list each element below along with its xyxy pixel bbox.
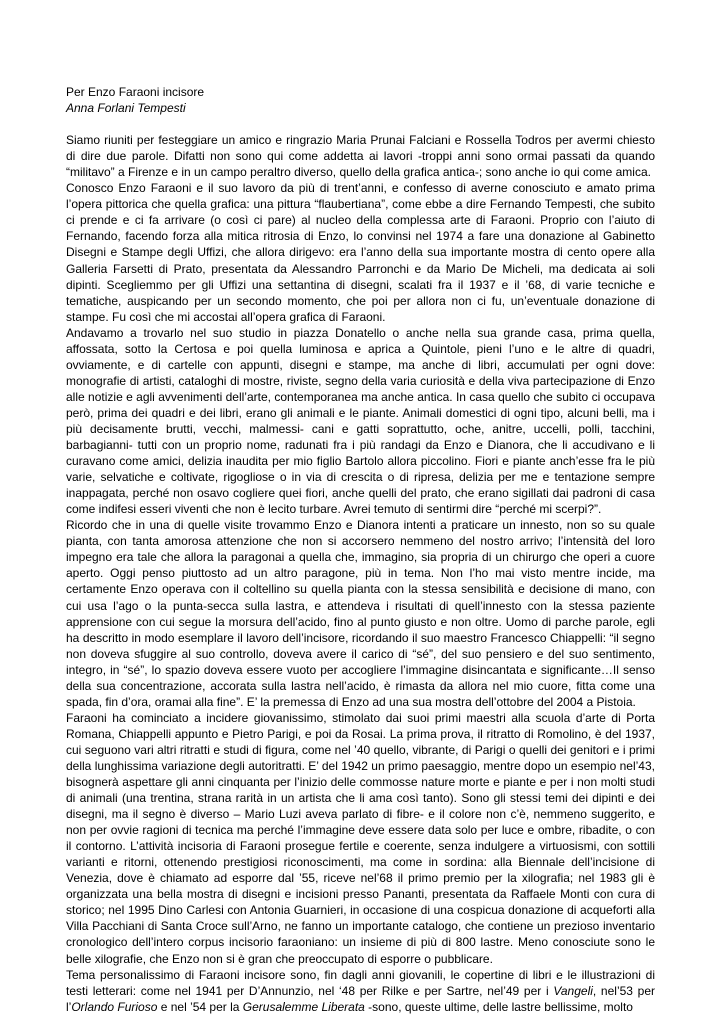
italic-title: Orlando Furioso bbox=[71, 999, 158, 1014]
document-body bbox=[66, 84, 655, 1015]
body-paragraph: Ricordo che in una di quelle visite trovammo Enzo e Dianora intenti a praticare un innesto, non so su quale pianta, con tanta amorosa attenzione che non si accorsero nemmeno del nostro arrivo; l’intensità del loro impegno era tale che allora la paragonai a quella che, immagino, sia propria di un chirurgo che operi a cuore aperto. Oggi penso piuttosto ad un altro paragone, più in tema. Non l’ho mai visto mentre incide, ma certamente Enzo operava con il coltellino su quella pianta con la stessa sensibilità e decisione di mano, con cui usa l’ago o la punta-secca sulla lastra, e attendeva i risultati di quell’innesto con la stessa paziente apprensione con cui segue la morsura dell’acido, fino al punto giusto e non oltre. Uomo di parche parole, egli ha descritto in modo esemplare il lavoro dell’incisore, ricordando il suo maestro Francesco Chiappelli: “il segno non doveva sfuggire al suo controllo, doveva avere il carico di “sé”, del suo pensiero e del suo sentimento, integro, in “sé”, lo spazio doveva essere vuoto per accogliere l’immagine disincantata e significante…Il senso della sua concentrazione, accorata sulla lastra nell’acido, è rimasta da allora nel mio cuore, fitta come una spada, fin d’ora, oramai alla fine”. E’ la premessa di Enzo ad una sua mostra dell’ottobre del 2004 a Pistoia. bbox=[66, 518, 655, 709]
body-paragraph: Andavamo a trovarlo nel suo studio in piazza Donatello o anche nella sua grande casa, prima quella, affossata, sotto la Certosa e poi quella luminosa e aprica a Quintole, pieni l’uno e le altre di quadri, ovviamente, e di cartelle con appunti, disegni e stampe, ma anche di libri, accumulati per ogni dove: monografie di artisti, cataloghi di mostre, riviste, segno della varia curiosità e della viva partecipazione di Enzo alle notizie e agli avvenimenti dell’arte, contemporanea ma anche antica. In casa quello che subito ci occupava però, prima dei quadri e dei libri, erano gli animali e le piante. Animali domestici di ogni tipo, alcuni belli, ma i più decisamente brutti, vecchi, malmessi- cani e gatti soprattutto, oche, anitre, uccelli, polli, tacchini, barbagianni- tutti con un proprio nome, radunati fra i più randagi da Enzo e Dianora, che li accudivano e li curavano come amici, delizia inaudita per mio figlio Bartolo allora piccolino. Fiori e piante anch’esse fra le più varie, selvatiche e coltivate, rigogliose o in via di crescita o di ripresa, delizia per me e tentazione sempre inappagata, perché non osavo cogliere quei fiori, anche quelli del prato, che erano sigillati dai padroni di casa come indifesi esseri viventi che non è lecito turbare. Avrei temuto di sentirmi dire “perché mi scerpi?”. bbox=[66, 325, 655, 517]
document-title: Per Enzo Faraoni incisore bbox=[66, 85, 205, 99]
body-paragraph: Siamo riuniti per festeggiare un amico e ringrazio Maria Prunai Falciani e Rossella Todros per avermi chiesto di dire due parole. Difatti non sono qui come addetta ai lavori -troppi anni sono ormai passati da quando “militavo” a Firenze e in un campo peraltro diverso, quello della grafica antica-; sono anche io qui come amica. bbox=[66, 133, 655, 180]
italic-title: Gerusalemme Liberata bbox=[242, 999, 365, 1014]
document-author: Anna Forlani Tempesti bbox=[66, 101, 186, 116]
body-paragraph: Faraoni ha cominciato a incidere giovanissimo, stimolato dai suoi primi maestri alla scuola d’arte di Porta Romana, Chiappelli appunto e Pietro Parigi, e poi da Rosai. La prima prova, il ritratto di Romolino, è del 1937, cui seguono vari altri ritratti e studi di figura, come nel ’40 quello, vibrante, di Parigi o quelli dei genitori e i primi della lunghissima variazione degli autoritratti. E’ del 1942 un primo paesaggio, mentre dopo un esempio nel’43, bisognerà aspettare gli anni cinquanta per l’inizio delle commosse nature morte e piante e per i non molti studi di animali (una trentina, strana rarità in un artista che li ama così tanto). Sono gli stessi temi dei dipinti e dei disegni, ma il segno è diverso – Mario Luzi aveva parlato di fibre- e il colore non c’è, nemmeno suggerito, e non per ovvie ragioni di tecnica ma perché l’immagine deve essere data solo per luce e ombre, ribadite, o con il contorno. L’attività incisoria di Faraoni prosegue fertile e coerente, senza indulgere a virtuosismi, con sottili varianti e ritorni, ottenendo prestigiosi riconoscimenti, ma come in sordina: alla Biennale dell’incisione di Venezia, dove è chiamato ad esporre dal ’55, riceve nel’68 il primo premio per la xilografia; nel 1983 gli è organizzata una bella mostra di disegni e incisioni presso Pananti, presentata da Raffaele Monti con cura di storico; nel 1995 Dino Carlesi con Antonia Guarnieri, in occasione di una cospicua donazione di acqueforti alla Villa Pacchiani di Santa Croce sull’Arno, ne fanno un importante catalogo, che contiene un prezioso inventario cronologico dell’intero corpus incisorio faraoniano: un insieme di più di 800 lastre. Meno conosciute sono le belle xilografie, che Enzo non si è gran che preoccupato di esporre o pubblicare. bbox=[66, 710, 655, 966]
body-paragraph: Tema personalissimo di Faraoni incisore sono, fin dagli anni giovanili, le copertine di libri e le illustrazioni di testi letterari: come nel 1941 per D’Annunzio, nel ‘48 per Rilke e per Sartre, nel’49 per i Vangeli, nel’53 per l’Orlando Furioso e nel ’54 per la Gerusalemme Liberata -sono, queste ultime, delle lastre bellissime, molto bbox=[66, 967, 655, 1014]
italic-title: Vangeli bbox=[553, 983, 593, 998]
body-paragraph: Conosco Enzo Faraoni e il suo lavoro da più di trent’anni, e confesso di averne conosciuto e amato prima l’opera pittorica che quella grafica: una pittura “flaubertiana”, come ebbe a dire Fernando Tempesti, che subito ci prende e ci fa arrivare (o così ci pare) al nucleo della complessa arte di Faraoni. Proprio con l’aiuto di Fernando, facendo forza alla mitica ritrosia di Enzo, lo convinsi nel 1974 a fare una donazione al Gabinetto Disegni e Stampe degli Uffizi, che allora dirigevo: era l’anno della sua importante mostra di cento opere alla Galleria Farsetti di Prato, presentata da Alessandro Parronchi e da Mario De Micheli, ma dedicata ai soli dipinti. Scegliemmo per gli Uffizi una settantina di disegni, scalati fra il 1937 e il ’68, di varie tecniche e tematiche, auspicando per un secondo momento, che poi per allora non ci fu, un’eventuale donazione di stampe. Fu così che mi accostai all’opera grafica di Faraoni. bbox=[66, 181, 655, 324]
paragraph-list bbox=[66, 132, 655, 1015]
